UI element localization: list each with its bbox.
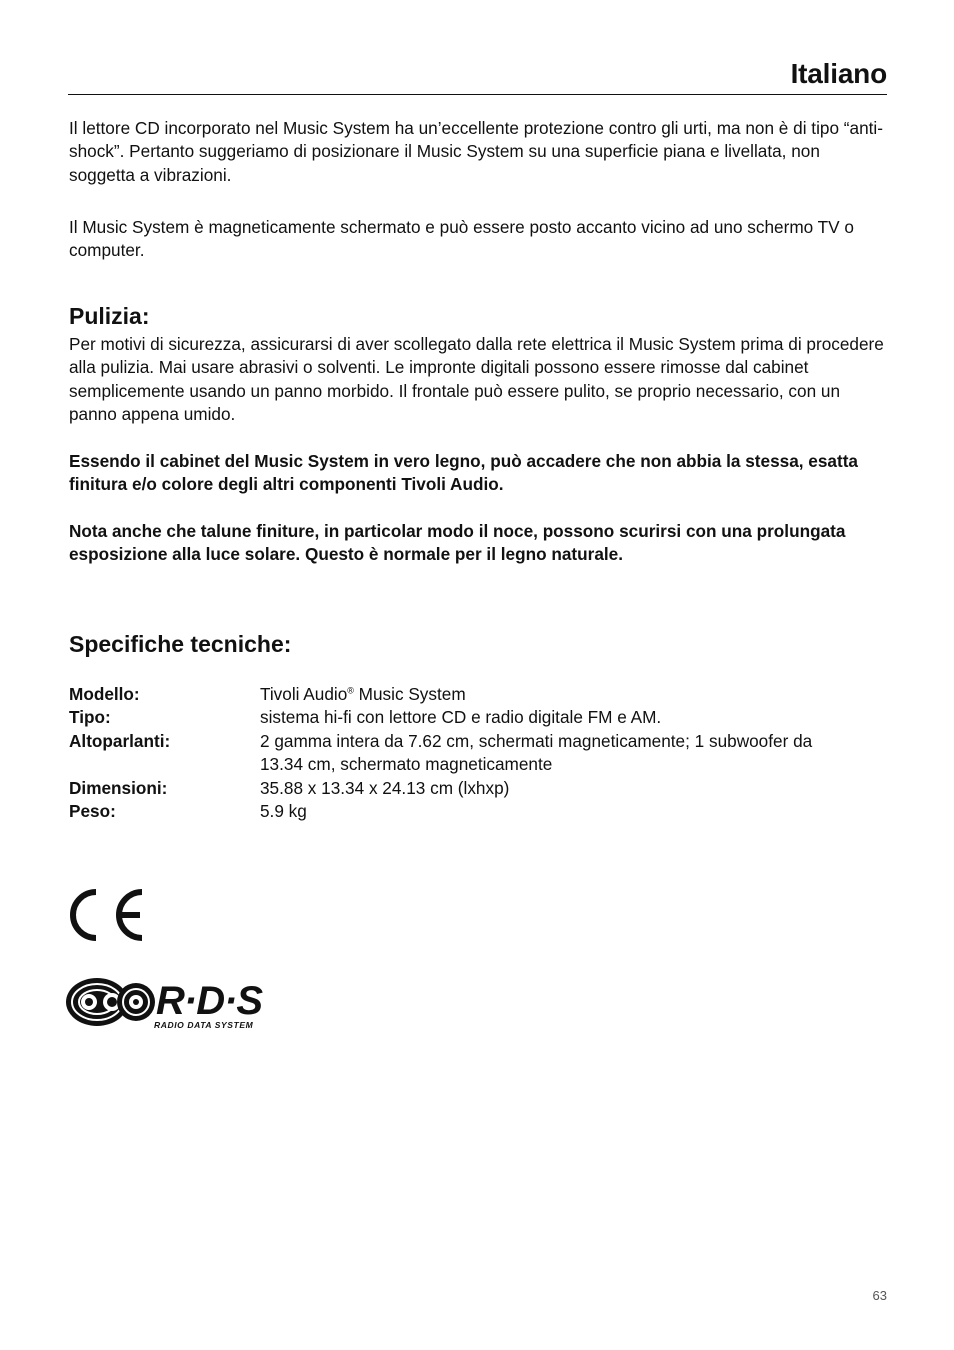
- spec-value: 2 gamma intera da 7.62 cm, schermati magneticamente; 1 subwoofer da 13.34 cm, schermato magneticamente: [260, 730, 813, 775]
- ce-mark-logo: [66, 886, 146, 944]
- spec-value: 35.88 x 13.34 x 24.13 cm (lxhxp): [260, 777, 510, 798]
- page-title: Italiano: [790, 58, 887, 89]
- rds-subtitle: RADIO DATA SYSTEM: [154, 1020, 254, 1030]
- specs-table: [69, 683, 889, 823]
- spec-value: 5.9 kg: [260, 801, 307, 822]
- spec-row-speakers: [69, 730, 889, 777]
- finish-darkening-note: Nota anche che talune finiture, in particolar modo il noce, possono scurirsi con una prolungata esposizione alla luce solare. Questo è normale per il legno naturale.: [69, 521, 846, 565]
- specs-heading: Specifiche tecniche:: [69, 631, 292, 657]
- spec-value: Tivoli Audio® Music System: [260, 684, 466, 704]
- spec-label: Modello:: [69, 684, 140, 704]
- page-number: 63: [872, 1288, 887, 1303]
- rds-logo: [64, 972, 284, 1032]
- spec-value: sistema hi-fi con lettore CD e radio digitale FM e AM.: [260, 707, 662, 728]
- cleaning-heading: Pulizia:: [69, 303, 150, 329]
- spec-row-dimensions: [69, 777, 889, 800]
- spec-label: Dimensioni:: [69, 777, 168, 798]
- intro-paragraph-shock: Il lettore CD incorporato nel Music System ha un’eccellente protezione contro gli urti, ma non è di tipo “anti-shock”. Pertanto suggeriamo di posizionare il Music System su una superficie piana e livellata, non soggetta a vibrazioni.: [69, 118, 883, 185]
- spec-row-model: [69, 683, 889, 706]
- spec-row-weight: [69, 800, 889, 823]
- spec-label: Tipo:: [69, 707, 111, 728]
- spec-row-type: [69, 706, 889, 729]
- cabinet-wood-note: Essendo il cabinet del Music System in vero legno, può accadere che non abbia la stessa, esatta finitura e/o colore degli altri componenti Tivoli Audio.: [69, 451, 858, 495]
- intro-paragraph-shielding: Il Music System è magneticamente schermato e può essere posto accanto vicino ad uno schermo TV o computer.: [69, 217, 854, 261]
- spec-label: Peso:: [69, 801, 116, 822]
- spec-label: Altoparlanti:: [69, 730, 171, 751]
- cleaning-paragraph: Per motivi di sicurezza, assicurarsi di aver scollegato dalla rete elettrica il Music System prima di procedere alla pulizia. Mai usare abrasivi o solventi. Le impronte digitali possono essere rimosse dal cabinet semplicemente usando un panno morbido. Il frontale può essere pulito, se proprio necessario, con un panno appena umido.: [69, 334, 884, 425]
- header-divider: [68, 94, 887, 95]
- rds-letters: R·D·S: [156, 979, 263, 1023]
